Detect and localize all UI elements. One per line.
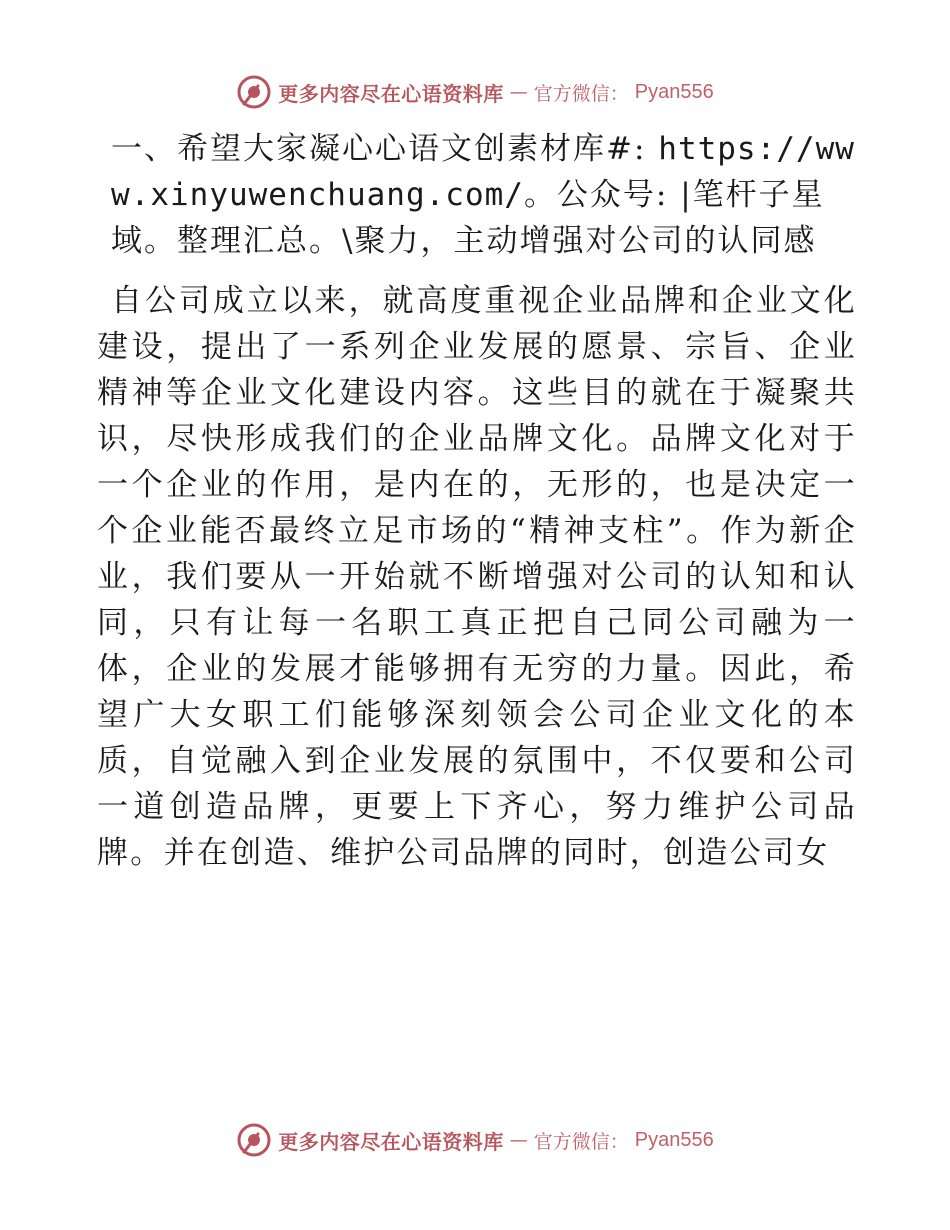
brand-logo-icon (236, 74, 272, 110)
footer-watermark-banner (0, 1120, 950, 1160)
heading-url: https://www.xinyuwenchuang.com/ (111, 131, 855, 213)
heading-text-end: 。公众号: |笔杆子星域。整理汇总。\聚力，主动增强对公司的认同感 (111, 177, 825, 259)
banner-separator: — (509, 81, 528, 103)
body-paragraph: 自公司成立以来，就高度重视企业品牌和企业文化建设，提出了一系列企业发展的愿景、宗旨、企业精神等企业文化建设内容。这些目的就在于凝聚共识，尽快形成我们的企业品牌文化。品牌文化对于一个企业的作用，是内在的，无形的，也是决定一个企业能否最终立足市场的“精神支柱”。作为新企业，我们要从一开始就不断增强对公司的认知和认同，只有让每一名职工真正把自己同公司融为一体，企业的发展才能够拥有无穷的力量。因此，希望广大女职工们能够深刻领会公司企业文化的本质，自觉融入到企业发展的氛围中，不仅要和公司一道创造品牌，更要上下齐心，努力维护公司品牌。并在创造、维护公司品牌的同时，创造公司女 (97, 283, 857, 871)
brand-text: 更多内容尽在心语资料库 (278, 1129, 504, 1154)
wechat-handle: Pyan556 (634, 1128, 714, 1151)
document-body (97, 126, 857, 876)
wechat-label: 官方微信： (533, 1130, 629, 1153)
wechat-handle: Pyan556 (634, 80, 714, 103)
brand-text: 更多内容尽在心语资料库 (278, 81, 504, 106)
wechat-label: 官方微信： (533, 82, 629, 105)
header-watermark-banner (0, 72, 950, 112)
heading-text-start: 一、希望大家凝心心语文创素材库#: (111, 131, 659, 167)
section-heading (97, 126, 857, 264)
banner-separator: — (509, 1129, 528, 1151)
brand-logo-icon (236, 1122, 272, 1158)
